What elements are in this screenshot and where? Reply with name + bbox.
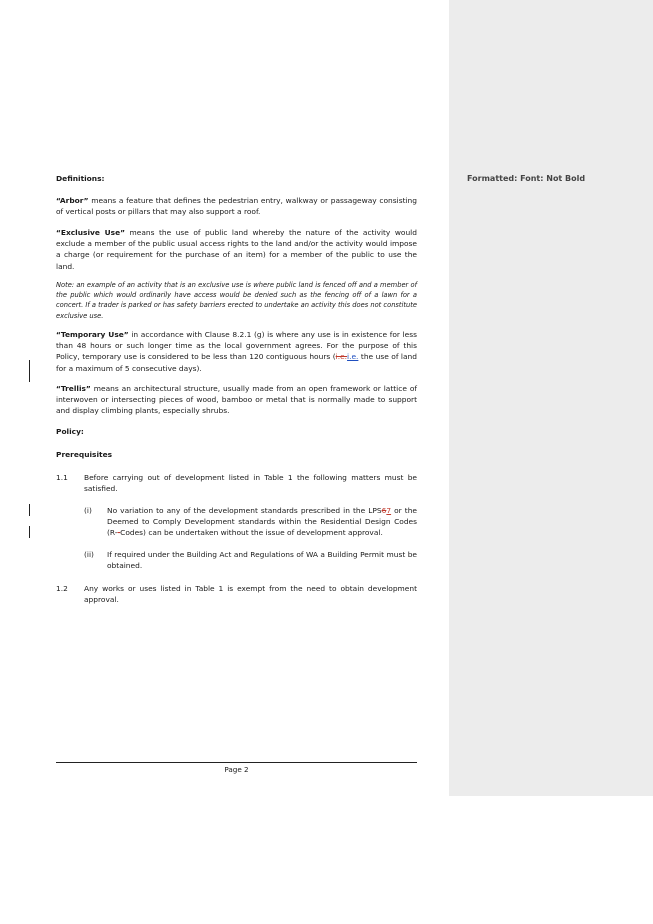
clause-text: Codes) can be undertaken without the issue of development approval.: [120, 528, 383, 538]
prerequisites-heading: Prerequisites: [56, 450, 113, 459]
clause-number: 1.1: [56, 473, 68, 482]
term-trellis: “Trellis”: [56, 384, 91, 393]
footer-rule: [56, 762, 417, 763]
tracked-deletion: 6: [381, 506, 387, 515]
tracked-insertion: 7: [386, 506, 392, 515]
clause-text: or the Deemed to Comply Development standards within the Residential Design Codes (R-: [107, 506, 417, 538]
tracked-deletion: i.e.: [335, 352, 348, 362]
definition-exclusive-use: [56, 227, 417, 272]
policy-heading: Policy:: [56, 427, 84, 436]
definition-temporary-use: [56, 329, 417, 374]
definition-arbor: [56, 195, 417, 217]
definition-text: means a feature that defines the pedestrian entry, walkway or passageway consisting of vertical posts or pillars that may also support a roof.: [56, 196, 417, 217]
sub-clause-ii: If required under the Building Act and Regulations of WA a Building Permit must be obtained.: [107, 550, 417, 571]
sub-clause-number: (ii): [84, 550, 94, 559]
definition-text: means an architectural structure, usually made from an open framework or lattice of interwoven or intersecting pieces of wood, bamboo or metal that is normally made to support and display climbing plants, especially shrubs.: [56, 384, 417, 416]
definition-text: means the use of public land whereby the nature of the activity would exclude a member of the public usual access rights to the land and/or the activity would impose a charge (or requirement for the purchase of an item) for a member of the public to use the land.: [56, 228, 417, 271]
term-temporary-use: “Temporary Use”: [56, 330, 129, 339]
exclusive-use-note: Note: an example of an activity that is an exclusive use is where public land is fenced off and a member of the public which would ordinarily have access would be denied such as the fencing off of a lawn for a concert. If a trader is parked or has safety barriers erected to undertake an activity this does not constitute exclusive use.: [56, 281, 417, 320]
sub-clause-number: (i): [84, 506, 92, 515]
page-number: Page 2: [224, 765, 249, 774]
definition-text: the use of land for a maximum of 5 consecutive days).: [56, 352, 417, 373]
clause-1-2: Any works or uses listed in Table 1 is exempt from the need to obtain development approval.: [84, 584, 417, 605]
clause-number: 1.2: [56, 584, 68, 593]
change-bar: [29, 526, 30, 538]
definition-text: in accordance with Clause 8.2.1 (g) is where any use is in existence for less than 48 hours or such longer time as the local government agrees. For the purpose of this Policy, temporary use is considered to be less than 120 contiguous hours (: [56, 330, 417, 362]
term-arbor: “Arbor”: [56, 196, 89, 205]
comment-pane-note: Formatted: Font: Not Bold: [467, 174, 586, 183]
comment-pane: [449, 0, 653, 796]
clause-text: No variation to any of the development standards prescribed in the LPS: [107, 506, 382, 515]
tracked-deletion: -: [117, 528, 121, 538]
sub-clause-i: [107, 505, 417, 539]
term-exclusive-use: “Exclusive Use”: [56, 228, 126, 237]
definition-trellis: [56, 383, 417, 417]
tracked-insertion: i.e.: [347, 352, 359, 362]
definitions-heading: Definitions:: [56, 174, 105, 183]
change-bar: [29, 504, 30, 516]
clause-1-1: Before carrying out of development listed in Table 1 the following matters must be satisfied.: [84, 473, 417, 494]
change-bar: [29, 360, 30, 382]
